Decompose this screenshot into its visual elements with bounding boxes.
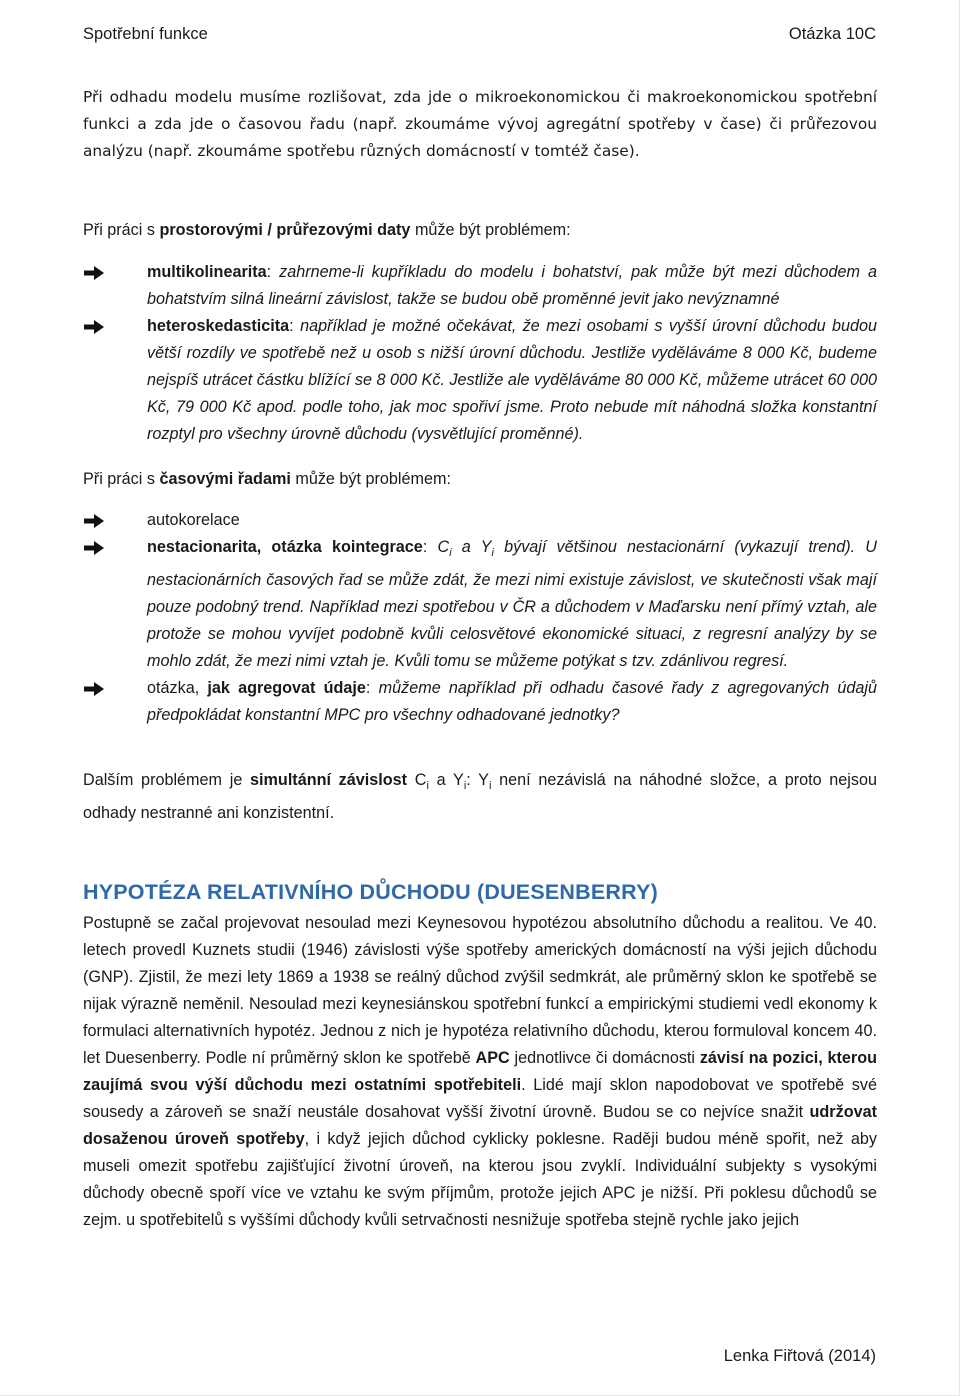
item-term: autokorelace <box>147 511 240 529</box>
section-paragraph: Postupně se začal projevovat nesoulad mezi Keynesovou hypotézou absolutního důchodu a realitou. Ve 40. letech provedl Kuznets studii (1946) závislosti výše spotřeby amerických domácností na výši jejich důchodu (GNP). Zjistil, že mezi lety 1869 a 1938 se reálný důchod zvýšil sedmkrát, ale průměrný sklon ke spotřebě se nijak výrazně neměnil. Nesoulad mezi keynesiánskou spotřební funkcí a empirickými studiemi vedl ekonomy k formulaci alternativních hypotéz. Jednou z nich je hypotéza relativního důchodu, kterou formuloval koncem 40. let Duesenberry. Podle ní průměrný sklon ke spotřebě APC jednotlivce či domácnosti závisí na pozici, kterou zaujímá svou výší důchodu mezi ostatními spotřebiteli. Lidé mají sklon napodobovat ve spotřebě své sousedy a zároveň se snaží neustále dosahovat vyšší životní úrovně. Budou se co nejvíce snažit udržovat dosaženou úroveň spotřeby, i když jejich důchod cyklicky poklesne. Raději budou méně spořit, než aby museli omezit spotřebu zajišťující životní úroveň, na kterou jsou zvyklí. Individuální subjekty s vysokými důchody obecně spoří více ve vztahu ke svým příjmům, protože jejich APC je nižší. Při poklesu důchodů se zejm. u spotřebitelů s vyššími důchody kvůli setrvačnosti nesnižuje spotřeba stejně rychle jako jejich <box>83 914 877 1229</box>
cross-section-term: prostorovými / průřezovými daty <box>159 221 411 239</box>
cross-section-intro: Při práci s prostorovými / průřezovými daty může být problémem: <box>83 221 571 239</box>
arrow-right-icon <box>83 540 105 556</box>
arrow-right-icon <box>83 265 105 281</box>
intro-paragraph: Při odhadu modelu musíme rozlišovat, zda jde o mikroekonomickou či makroekonomickou spotřební funkci a zda jde o časovou řadu (např. zkoumáme vývoj agregátní spotřeby v čase) či průřezovou analýzu (např. zkoumáme spotřebu různých domácností v tomtéž čase). <box>83 88 877 160</box>
item-term: nestacionarita, otázka kointegrace <box>147 538 423 556</box>
arrow-right-icon <box>83 319 105 335</box>
item-term: jak agregovat údaje <box>207 679 366 698</box>
item-description: můžeme například při odhadu časové řady z agregovaných údajů předpokládat konstantní MPC pro všechny odhadované jednotky? <box>147 679 877 725</box>
section-heading: HYPOTÉZA RELATIVNÍHO DŮCHODU (DUESENBERRY) <box>83 880 658 904</box>
page-footer: Lenka Fiřtová (2014) <box>723 1347 876 1365</box>
header-question: Otázka 10C <box>788 24 876 43</box>
list-item: nestacionarita, otázka kointegrace: $C_i$ a $Y_i$ bývají většinou nestacionární (vykazují trend). U nestacionárních časových řad se může zdát, že mezi nimi existuje závislost, ve skutečnosti však mají pouze podobný trend. Například mezi spotřebou v ČR a důchodem v Maďarsku není přímý vztah, ale protože se mohou vyvíjet podobně kvůli celosvětové ekonomické situaci, z regresní analýzy by se mohlo zdát, že mezi nimi vztah je. Kvůli tomu se můžeme potýkat s tzv. zdánlivou regresí. <box>83 534 877 675</box>
header-title: Spotřební funkce <box>83 24 208 43</box>
list-item <box>83 507 877 534</box>
page-header <box>83 22 876 46</box>
intro-section <box>83 84 877 165</box>
section-heading-wrap <box>83 877 877 907</box>
cross-section-list <box>83 259 877 448</box>
time-series-term: časovými řadami <box>159 470 291 488</box>
arrow-right-icon <box>83 513 105 529</box>
list-item: heteroskedasticita: například je možné očekávat, že mezi osobami s vyšší úrovní důchodu budou větší rozdíly ve spotřebě než u osob s nižší úrovní důchodu. Jestliže vyděláváme 8 000 Kč, budeme nejspíš utrácet částku blížící se 8 000 Kč. Jestliže ale vyděláváme 80 000 Kč, můžeme utrácet 60 000 Kč, 79 000 Kč apod. podle toho, jak moc spořiví jsme. Proto nebude mít náhodná složka konstantní rozptyl pro všechny úrovně důchodu (vysvětlující proměnné). <box>83 313 877 448</box>
section-body <box>83 910 877 1234</box>
cross-section-section <box>83 217 877 244</box>
item-description: bývají většinou nestacionární (vykazují trend). U nestacionárních časových řad se může zdát, že mezi nimi existuje závislost, ve skutečnosti však mají pouze podobný trend. Například mezi spotřebou v ČR a důchodem v Maďarsku není přímý vztah, ale protože se mohou vyvíjet podobně kvůli celosvětové ekonomické situaci, z regresní analýzy by se mohlo zdát, že mezi nimi vztah je. Kvůli tomu se můžeme potýkat s tzv. zdánlivou regresí. <box>147 538 877 671</box>
simultaneous-paragraph: Dalším problémem je simultánní závislost $C_i$ a $Y_i$: $Y_i$ není nezávislá na náhodné složce, a proto nejsou odhady nestranné ani konzistentní. <box>83 771 877 823</box>
simultaneous-section <box>83 767 877 827</box>
time-series-section <box>83 466 877 493</box>
item-description: zahrneme-li kupříkladu do modelu i bohatství, pak může být mezi důchodem a bohatstvím silná lineární závislost, takže se budou obě proměnné jevit jako nevýznamné <box>147 263 878 308</box>
item-description: například je možné očekávat, že mezi osobami s vyšší úrovní důchodu budou větší rozdíly ve spotřebě než u osob s nižší úrovní důchodu. Jestliže vyděláváme 8 000 Kč, budeme nejspíš utrácet částku blížící se 8 000 Kč. Jestliže ale vyděláváme 80 000 Kč, můžeme utrácet 60 000 Kč, 79 000 Kč apod. podle toho, jak moc spořiví jsme. Proto nebude mít náhodná složka konstantní rozptyl pro všechny úrovně důchodu (vysvětlující proměnné). <box>147 317 878 443</box>
time-series-intro: Při práci s časovými řadami může být problémem: <box>83 470 451 488</box>
item-term: multikolinearita <box>147 263 267 281</box>
arrow-right-icon <box>83 681 105 697</box>
simultaneous-term: simultánní závislost <box>250 771 408 789</box>
list-item: otázka, jak agregovat údaje: můžeme například při odhadu časové řady z agregovaných údajů předpokládat konstantní MPC pro všechny odhadované jednotky? <box>83 675 877 729</box>
time-series-list <box>83 507 877 729</box>
item-term: heteroskedasticita <box>147 317 290 335</box>
list-item: multikolinearita: zahrneme-li kupříkladu do modelu i bohatství, pak může být mezi důchodem a bohatstvím silná lineární závislost, takže se budou obě proměnné jevit jako nevýznamné <box>83 259 877 313</box>
